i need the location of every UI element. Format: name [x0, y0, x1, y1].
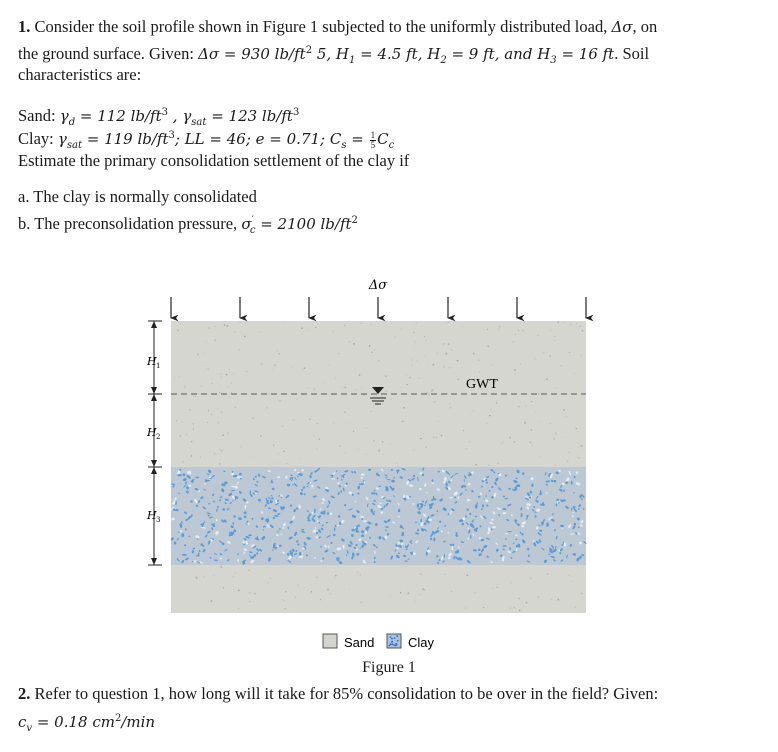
stray-five: 5,: [312, 45, 336, 63]
sub: s: [341, 140, 347, 151]
legend: [323, 634, 435, 650]
exp: 2: [305, 45, 313, 56]
sub: sat: [191, 117, 207, 128]
h2-label: H: [147, 426, 157, 439]
frac-den: 5: [370, 139, 376, 150]
exp: 3: [292, 107, 300, 118]
sand-gamma-sat-value: = 123 lb/ft: [206, 107, 293, 125]
load-label: Δσ: [368, 278, 388, 293]
q2-line-2: [18, 708, 155, 740]
cv-unit: /min: [121, 713, 156, 731]
frac-num: 1: [370, 129, 376, 140]
q1-number: 1.: [18, 17, 31, 36]
given-label: the ground surface. Given:: [18, 44, 199, 63]
h1-sub: 1: [156, 362, 161, 370]
h1-dimension-label: [146, 355, 160, 370]
h2-sub: 2: [156, 433, 161, 441]
cc-symbol: C: [377, 130, 389, 148]
gwt-label: GWT: [466, 377, 498, 392]
h3-symbol: , and H: [494, 45, 551, 63]
clay-ll-e-values: ; LL = 46; e = 0.71; C: [174, 130, 342, 148]
sep: ,: [168, 107, 183, 125]
q2-line-1: [18, 683, 658, 705]
exp: 2: [114, 713, 122, 724]
h1-symbol: H: [335, 45, 350, 63]
part-b-text: b. The preconsolidation pressure,: [18, 214, 242, 233]
sand-legend-label: Sand: [344, 635, 375, 650]
q2-number: 2.: [18, 684, 31, 703]
prime: ′: [251, 215, 254, 226]
h3-label: H: [147, 509, 157, 522]
h2-value: = 9 ft: [446, 45, 495, 63]
sand-label: Sand:: [18, 106, 60, 125]
clay-gamma-sat-value: = 119 lb/ft: [81, 130, 169, 148]
exp: 2: [351, 215, 358, 226]
h3-dimension-label: [146, 509, 160, 524]
preconsolidation-value: = 2100 lb/ft: [255, 215, 352, 233]
q1-intro-end: , on: [632, 17, 658, 36]
h1-value: = 4.5 ft: [355, 45, 418, 63]
h2-symbol: , H: [417, 45, 441, 63]
load-symbol: Δσ: [611, 18, 633, 36]
load-arrows: [171, 297, 586, 318]
h3-sub: 3: [156, 516, 161, 524]
sub: 3: [550, 55, 557, 66]
figure-caption: Figure 1: [362, 659, 416, 676]
sub: v: [26, 723, 33, 734]
h2-dimension-label: [146, 426, 160, 441]
clay-label: Clay:: [18, 129, 58, 148]
sand-gamma-d-value: = 112 lb/ft: [75, 107, 162, 125]
part-a: a. The clay is normally consolidated: [18, 187, 257, 206]
sub: c: [388, 140, 395, 151]
eq: =: [346, 130, 369, 148]
sand-legend-swatch: [323, 634, 337, 648]
q1-intro: Consider the soil profile shown in Figure 1 subjected to the uniformly distributed load,: [30, 17, 612, 36]
sub: c: [249, 225, 256, 236]
h3-value: = 16 ft: [556, 45, 615, 63]
sigma: σ: [241, 215, 252, 233]
estimate-instruction: Estimate the primary consolidation settlement of the clay if: [18, 151, 410, 170]
gamma: γ: [59, 107, 69, 125]
exp: 3: [168, 130, 175, 141]
sub: 1: [349, 55, 356, 66]
sub: sat: [66, 140, 82, 151]
gamma: γ: [57, 130, 67, 148]
h1-label: H: [147, 355, 157, 368]
sub: d: [68, 117, 76, 128]
soil-word: . Soil: [614, 44, 650, 63]
delta-sigma-value: Δσ = 930 lb/ft: [198, 45, 306, 63]
gamma: γ: [182, 107, 192, 125]
clay-legend-label: Clay: [408, 635, 435, 650]
clay-layer: [171, 467, 586, 565]
sub: 2: [440, 55, 447, 66]
q1-line-3: characteristics are:: [18, 65, 142, 84]
exp: 3: [161, 107, 169, 118]
q2-text: Refer to question 1, how long will it take for 85% consolidation to be over in the field? Given:: [30, 684, 659, 703]
cv-value: = 0.18 cm: [32, 713, 115, 731]
cv-symbol: c: [18, 713, 27, 731]
